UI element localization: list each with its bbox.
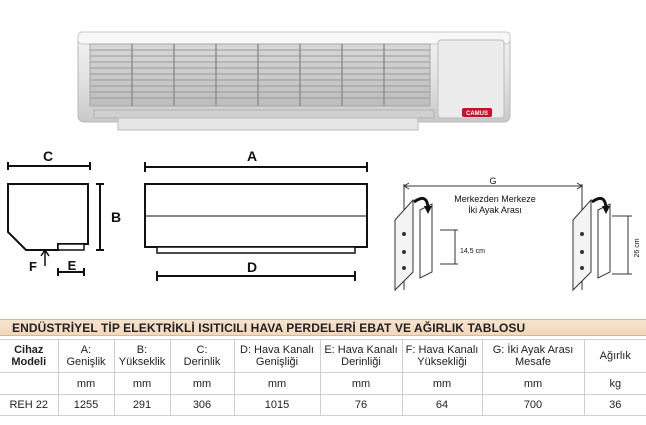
bracket-note-line2: İki Ayak Arası <box>468 205 522 215</box>
header-cell-g: G: İki Ayak Arası Mesafe <box>482 340 584 373</box>
dim-label-c: C <box>42 148 54 164</box>
dimension-weight-table <box>0 339 646 416</box>
side-view-drawing <box>8 148 121 276</box>
unit-cell: mm <box>170 373 234 395</box>
table-cell: 64 <box>402 395 482 416</box>
bracket-dim-right: 26 cm <box>634 238 641 258</box>
table-unit-row <box>0 373 646 395</box>
header-cell-f: F: Hava Kanalı Yüksekliği <box>402 340 482 373</box>
table-cell: 36 <box>584 395 646 416</box>
unit-cell: mm <box>320 373 402 395</box>
front-view-drawing <box>145 148 367 281</box>
dim-label-a: A <box>246 148 258 164</box>
header-cell-model: Cihaz Modeli <box>0 340 58 373</box>
table-cell: 700 <box>482 395 584 416</box>
header-cell-weight: Ağırlık <box>584 340 646 373</box>
unit-cell: mm <box>482 373 584 395</box>
header-cell-c: C: Derinlik <box>170 340 234 373</box>
header-cell-b: B: Yükseklik <box>114 340 170 373</box>
table-row <box>0 395 646 416</box>
bracket-note-line1: Merkezden Merkeze <box>454 194 536 204</box>
air-curtain-product-image <box>70 26 530 136</box>
dim-label-e: E <box>67 258 77 273</box>
dim-label-g: G <box>489 176 497 186</box>
unit-cell: mm <box>114 373 170 395</box>
header-cell-e: E: Hava Kanalı Derinliği <box>320 340 402 373</box>
unit-cell: mm <box>402 373 482 395</box>
dim-label-d: D <box>246 259 258 275</box>
table-cell: 76 <box>320 395 402 416</box>
header-cell-d: D: Hava Kanalı Genişliği <box>234 340 320 373</box>
dimension-drawings <box>0 140 646 310</box>
unit-cell <box>0 373 58 395</box>
dim-label-f: F <box>29 259 37 274</box>
bracket-dim-left: 14,5 cm <box>460 248 485 255</box>
table-cell: 1015 <box>234 395 320 416</box>
brand-badge-text: CAMUS <box>466 111 488 117</box>
unit-cell: mm <box>234 373 320 395</box>
table-cell-model: REH 22 <box>0 395 58 416</box>
unit-cell: mm <box>58 373 114 395</box>
table-cell: 1255 <box>58 395 114 416</box>
table-header-row <box>0 340 646 373</box>
header-cell-a: A: Genişlik <box>58 340 114 373</box>
mounting-bracket-drawing <box>395 176 641 290</box>
table-cell: 291 <box>114 395 170 416</box>
table-cell: 306 <box>170 395 234 416</box>
dim-label-b: B <box>110 209 122 225</box>
table-title: ENDÜSTRİYEL TİP ELEKTRİKLİ ISITICILI HAVA PERDELERİ EBAT VE AĞIRLIK TABLOSU <box>0 319 646 336</box>
unit-cell: kg <box>584 373 646 395</box>
